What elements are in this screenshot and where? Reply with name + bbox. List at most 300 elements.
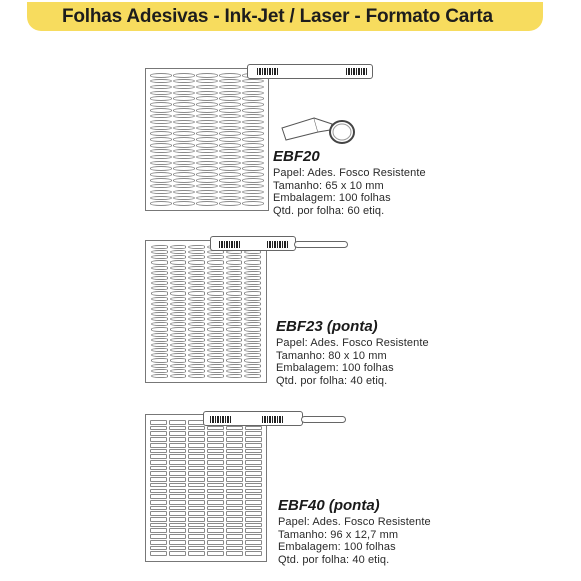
sample-tag-ebf20 xyxy=(247,64,373,79)
label-cell xyxy=(170,297,187,301)
label-cell xyxy=(173,201,195,206)
label-cell xyxy=(226,454,243,459)
label-cell xyxy=(188,528,205,533)
label-cell xyxy=(170,317,187,321)
label-cell xyxy=(150,431,167,436)
label-cell xyxy=(242,79,264,84)
label-cell xyxy=(207,437,224,442)
label-cell xyxy=(150,102,172,107)
label-cell xyxy=(188,454,205,459)
label-sheet-ebf23 xyxy=(145,240,267,383)
label-cell xyxy=(150,155,172,160)
product-spec-ebf23 xyxy=(276,318,429,387)
spec-line: Papel: Ades. Fosco Resistente xyxy=(276,337,429,349)
label-cell xyxy=(173,102,195,107)
label-cell xyxy=(207,471,224,476)
label-cell xyxy=(150,201,172,206)
label-cell xyxy=(151,297,168,301)
label-cell xyxy=(151,358,168,362)
label-cell xyxy=(170,333,187,337)
label-cell xyxy=(196,172,218,177)
label-cell xyxy=(169,517,186,522)
label-cell xyxy=(173,149,195,154)
label-cell xyxy=(196,79,218,84)
label-cell xyxy=(245,506,262,511)
label-cell xyxy=(170,276,187,280)
label-cell xyxy=(226,327,243,331)
label-cell xyxy=(151,281,168,285)
label-cell xyxy=(226,431,243,436)
label-cell xyxy=(196,143,218,148)
label-cell xyxy=(188,471,205,476)
label-cell xyxy=(207,281,224,285)
label-cell xyxy=(207,286,224,290)
label-cell xyxy=(244,343,261,347)
jewelry-tag-illustration xyxy=(280,110,360,150)
label-cell xyxy=(150,149,172,154)
product-spec-ebf20 xyxy=(273,148,426,217)
label-cell xyxy=(207,506,224,511)
label-cell xyxy=(219,149,241,154)
label-cell xyxy=(226,460,243,465)
label-cell xyxy=(207,307,224,311)
label-cell xyxy=(207,466,224,471)
label-cell xyxy=(242,196,264,201)
label-cell xyxy=(242,120,264,125)
label-cell xyxy=(169,483,186,488)
label-cell xyxy=(188,523,205,528)
label-cell xyxy=(188,307,205,311)
label-cell xyxy=(207,369,224,373)
label-cell xyxy=(196,149,218,154)
barcode-icon xyxy=(219,241,241,248)
label-cell xyxy=(207,302,224,306)
spec-line: Papel: Ades. Fosco Resistente xyxy=(273,167,426,179)
label-cell xyxy=(219,96,241,101)
label-cell xyxy=(188,483,205,488)
label-cell xyxy=(226,483,243,488)
label-cell xyxy=(207,348,224,352)
label-cell xyxy=(188,460,205,465)
label-cell xyxy=(150,166,172,171)
spec-line: Tamanho: 80 x 10 mm xyxy=(276,349,387,362)
product-code: EBF23 (ponta) xyxy=(276,318,378,335)
label-cell xyxy=(226,506,243,511)
label-cell xyxy=(188,291,205,295)
label-cell xyxy=(207,317,224,321)
label-cell xyxy=(173,131,195,136)
label-cell xyxy=(226,489,243,494)
label-cell xyxy=(188,250,205,254)
label-cell xyxy=(150,184,172,189)
label-cell xyxy=(150,143,172,148)
label-cell xyxy=(242,114,264,119)
label-cell xyxy=(242,184,264,189)
label-cell xyxy=(170,348,187,352)
label-cell xyxy=(244,327,261,331)
label-cell xyxy=(169,494,186,499)
label-cell xyxy=(226,534,243,539)
tag-tail xyxy=(294,241,348,248)
label-cell xyxy=(188,343,205,347)
label-cell xyxy=(219,178,241,183)
label-cell xyxy=(188,358,205,362)
label-cell xyxy=(169,466,186,471)
label-cell xyxy=(196,108,218,113)
label-cell xyxy=(226,466,243,471)
label-cell xyxy=(245,460,262,465)
label-cell xyxy=(196,166,218,171)
label-cell xyxy=(244,260,261,264)
label-cell xyxy=(242,172,264,177)
label-cell xyxy=(188,540,205,545)
label-cell xyxy=(151,338,168,342)
label-cell xyxy=(245,471,262,476)
label-cell xyxy=(244,353,261,357)
barcode-icon xyxy=(267,241,289,248)
label-cell xyxy=(150,196,172,201)
label-cell xyxy=(170,271,187,275)
label-cell xyxy=(226,437,243,442)
label-cell xyxy=(173,137,195,142)
label-cell xyxy=(207,489,224,494)
label-cell xyxy=(188,477,205,482)
label-cell xyxy=(207,551,224,556)
label-cell xyxy=(226,449,243,454)
label-cell xyxy=(151,327,168,331)
label-cell xyxy=(242,190,264,195)
label-cell xyxy=(226,297,243,301)
label-cell xyxy=(150,437,167,442)
label-cell xyxy=(173,79,195,84)
label-cell xyxy=(242,166,264,171)
label-cell xyxy=(207,494,224,499)
label-cell xyxy=(226,540,243,545)
label-cell xyxy=(245,449,262,454)
label-cell xyxy=(188,431,205,436)
label-cell xyxy=(169,506,186,511)
sample-tag-ebf23 xyxy=(210,236,296,251)
label-cell xyxy=(226,426,243,431)
label-cell xyxy=(244,297,261,301)
label-cell xyxy=(226,307,243,311)
label-cell xyxy=(188,511,205,516)
label-cell xyxy=(244,312,261,316)
label-cell xyxy=(226,443,243,448)
label-cell xyxy=(188,260,205,264)
label-cell xyxy=(207,454,224,459)
label-cell xyxy=(244,358,261,362)
label-cell xyxy=(150,494,167,499)
label-cell xyxy=(188,317,205,321)
label-cell xyxy=(150,91,172,96)
label-cell xyxy=(226,302,243,306)
label-cell xyxy=(151,260,168,264)
label-cell xyxy=(242,108,264,113)
label-cell xyxy=(151,250,168,254)
label-cell xyxy=(150,483,167,488)
label-cell xyxy=(219,102,241,107)
label-cell xyxy=(245,477,262,482)
label-cell xyxy=(170,260,187,264)
label-cell xyxy=(188,297,205,301)
label-cell xyxy=(207,460,224,465)
label-cell xyxy=(151,348,168,352)
label-cell xyxy=(150,517,167,522)
label-cell xyxy=(169,528,186,533)
label-cell xyxy=(219,126,241,131)
label-cell xyxy=(207,312,224,316)
label-cell xyxy=(219,201,241,206)
label-cell xyxy=(196,85,218,90)
label-cell xyxy=(226,260,243,264)
label-cell xyxy=(173,178,195,183)
label-cell xyxy=(169,534,186,539)
label-cell xyxy=(226,551,243,556)
label-cell xyxy=(219,131,241,136)
label-cell xyxy=(244,271,261,275)
label-cell xyxy=(170,291,187,295)
barcode-icon xyxy=(210,416,232,423)
label-cell xyxy=(173,143,195,148)
product-code: EBF20 xyxy=(273,148,320,165)
label-cell xyxy=(169,431,186,436)
product-code: EBF40 (ponta) xyxy=(278,497,380,514)
label-cell xyxy=(173,190,195,195)
label-cell xyxy=(207,353,224,357)
label-cell xyxy=(151,291,168,295)
label-cell xyxy=(226,291,243,295)
label-cell xyxy=(196,120,218,125)
label-cell xyxy=(242,201,264,206)
label-cell xyxy=(188,466,205,471)
label-cell xyxy=(150,96,172,101)
label-cell xyxy=(151,302,168,306)
label-cell xyxy=(245,466,262,471)
label-cell xyxy=(150,489,167,494)
label-cell xyxy=(245,517,262,522)
label-cell xyxy=(226,271,243,275)
label-cell xyxy=(188,322,205,326)
label-cell xyxy=(207,528,224,533)
label-cell xyxy=(173,166,195,171)
label-cell xyxy=(196,96,218,101)
label-cell xyxy=(245,431,262,436)
label-cell xyxy=(188,364,205,368)
label-cell xyxy=(170,358,187,362)
label-cell xyxy=(244,307,261,311)
label-cell xyxy=(226,343,243,347)
label-cell xyxy=(169,454,186,459)
label-cell xyxy=(219,91,241,96)
label-cell xyxy=(242,143,264,148)
label-cell xyxy=(151,276,168,280)
label-cell xyxy=(150,443,167,448)
barcode-icon xyxy=(257,68,279,75)
label-cell xyxy=(196,161,218,166)
label-cell xyxy=(245,500,262,505)
label-cell xyxy=(244,338,261,342)
label-cell xyxy=(169,523,186,528)
label-cell xyxy=(188,333,205,337)
label-cell xyxy=(207,266,224,270)
spec-line: Tamanho: 96 x 12,7 mm xyxy=(278,528,399,541)
label-cell xyxy=(196,155,218,160)
spec-line: Embalagem: 100 folhas xyxy=(273,192,391,204)
label-cell xyxy=(169,460,186,465)
label-cell xyxy=(150,131,172,136)
label-cell xyxy=(207,477,224,482)
label-cell xyxy=(188,443,205,448)
label-cell xyxy=(242,161,264,166)
label-cell xyxy=(170,327,187,331)
label-cell xyxy=(150,190,172,195)
label-cell xyxy=(196,184,218,189)
label-cell xyxy=(188,312,205,316)
title-banner xyxy=(27,2,543,31)
label-cell xyxy=(150,454,167,459)
label-cell xyxy=(242,85,264,90)
label-cell xyxy=(226,312,243,316)
label-cell xyxy=(226,511,243,516)
label-cell xyxy=(151,271,168,275)
label-cell xyxy=(150,178,172,183)
label-cell xyxy=(244,266,261,270)
label-cell xyxy=(151,255,168,259)
label-cell xyxy=(245,540,262,545)
label-cell xyxy=(150,506,167,511)
label-cell xyxy=(188,369,205,373)
label-cell xyxy=(196,201,218,206)
label-cell xyxy=(169,477,186,482)
label-cell xyxy=(207,364,224,368)
label-cell xyxy=(219,85,241,90)
label-cell xyxy=(150,523,167,528)
label-cell xyxy=(169,546,186,551)
label-cell xyxy=(150,161,172,166)
label-cell xyxy=(150,108,172,113)
label-cell xyxy=(150,120,172,125)
label-cell xyxy=(150,551,167,556)
label-cell xyxy=(226,358,243,362)
label-cell xyxy=(244,276,261,280)
label-cell xyxy=(244,364,261,368)
label-cell xyxy=(245,523,262,528)
label-cell xyxy=(219,190,241,195)
label-cell xyxy=(207,534,224,539)
label-cell xyxy=(188,489,205,494)
label-cell xyxy=(150,477,167,482)
label-cell xyxy=(169,511,186,516)
label-cell xyxy=(170,281,187,285)
label-cell xyxy=(226,276,243,280)
label-cell xyxy=(196,73,218,78)
label-cell xyxy=(226,317,243,321)
tag-tail xyxy=(301,416,346,423)
label-cell xyxy=(188,281,205,285)
label-cell xyxy=(151,369,168,373)
label-cell xyxy=(169,426,186,431)
label-cell xyxy=(150,85,172,90)
label-cell xyxy=(150,511,167,516)
label-cell xyxy=(226,477,243,482)
spec-line: Embalagem: 100 folhas xyxy=(276,362,394,374)
label-cell xyxy=(196,178,218,183)
label-cell xyxy=(196,190,218,195)
label-cell xyxy=(242,96,264,101)
label-cell xyxy=(170,369,187,373)
label-cell xyxy=(170,338,187,342)
label-cell xyxy=(151,333,168,337)
barcode-icon xyxy=(346,68,368,75)
label-cell xyxy=(244,255,261,259)
label-cell xyxy=(242,137,264,142)
label-cell xyxy=(188,338,205,342)
label-cell xyxy=(173,108,195,113)
label-cell xyxy=(188,255,205,259)
label-cell xyxy=(245,483,262,488)
label-cell xyxy=(207,276,224,280)
spec-line: Qtd. por folha: 60 etiq. xyxy=(273,204,385,217)
label-cell xyxy=(226,374,243,378)
label-cell xyxy=(170,374,187,378)
label-cell xyxy=(150,466,167,471)
label-cell xyxy=(207,500,224,505)
label-cell xyxy=(226,500,243,505)
label-cell xyxy=(169,471,186,476)
label-cell xyxy=(188,551,205,556)
label-cell xyxy=(219,73,241,78)
label-cell xyxy=(219,172,241,177)
label-cell xyxy=(188,327,205,331)
label-cell xyxy=(244,291,261,295)
label-cell xyxy=(170,255,187,259)
label-cell xyxy=(170,250,187,254)
label-cell xyxy=(188,546,205,551)
label-sheet-ebf20 xyxy=(145,68,269,211)
label-cell xyxy=(150,79,172,84)
label-cell xyxy=(150,528,167,533)
label-cell xyxy=(188,302,205,306)
label-cell xyxy=(188,353,205,357)
label-cell xyxy=(170,364,187,368)
label-cell xyxy=(226,471,243,476)
label-cell xyxy=(150,540,167,545)
label-cell xyxy=(207,333,224,337)
label-cell xyxy=(188,271,205,275)
label-cell xyxy=(226,546,243,551)
label-cell xyxy=(207,426,224,431)
label-cell xyxy=(219,120,241,125)
label-cell xyxy=(207,449,224,454)
label-cell xyxy=(244,317,261,321)
label-cell xyxy=(170,353,187,357)
label-cell xyxy=(226,322,243,326)
label-cell xyxy=(226,348,243,352)
label-cell xyxy=(196,114,218,119)
label-cell xyxy=(219,196,241,201)
label-cell xyxy=(151,374,168,378)
label-cell xyxy=(188,348,205,352)
label-cell xyxy=(226,255,243,259)
label-cell xyxy=(151,286,168,290)
label-cell xyxy=(207,546,224,551)
label-cell xyxy=(245,534,262,539)
label-cell xyxy=(244,302,261,306)
label-cell xyxy=(169,420,186,425)
label-cell xyxy=(207,517,224,522)
label-cell xyxy=(226,517,243,522)
